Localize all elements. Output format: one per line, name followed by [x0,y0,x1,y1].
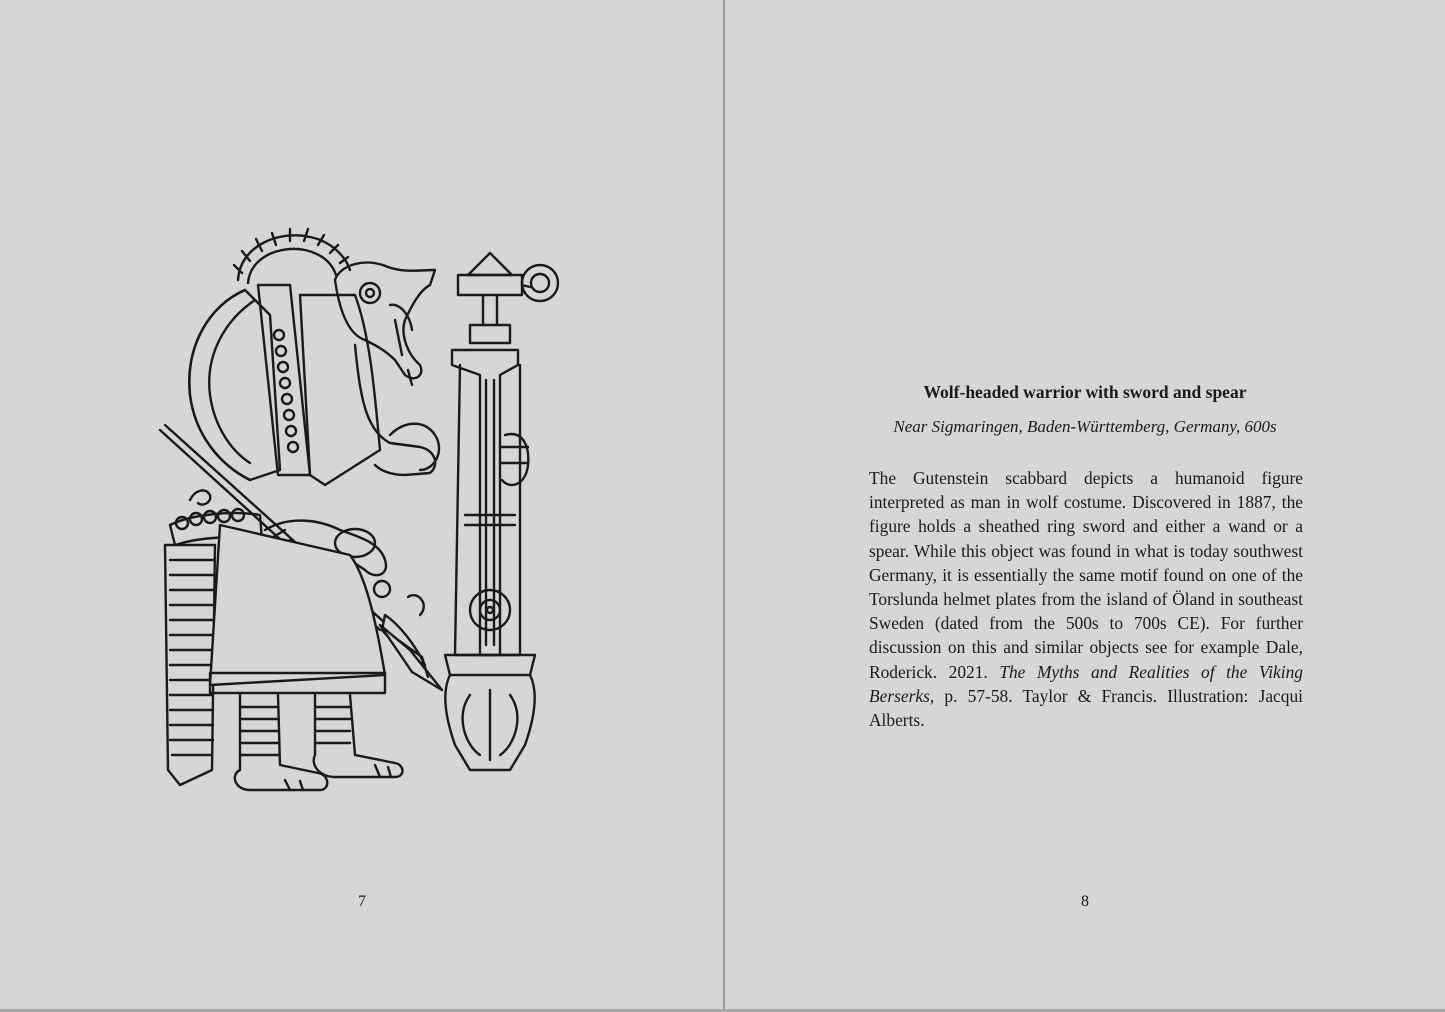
caption-body [869,466,1303,732]
caption-book-title: The Myths and Realities of the Viking Berserks [869,661,1303,706]
caption-text-main: The Gutenstein scabbard depicts a humanoid figure interpreted as man in wolf costume. Discovered in 1887, the figure holds a sheathed ring sword and either a wand or a spear. While this object was found in what is today southwest Germany, it is essentially the same motif found on one of the Torslunda helmet plates from the island of Öland in southeast Sweden (dated from the 500s to 700s CE). For further discussion on this and similar objects see for example Dale, Roderick. 2021. [869,468,1303,682]
caption-title: Wolf-headed warrior with sword and spear [923,382,1247,402]
caption-location: Near Sigmaringen, Baden-Württemberg, Germany, 600s [893,417,1277,436]
wolf-warrior-illustration [150,225,580,795]
right-page-number: 8 [1081,893,1089,910]
caption-text-citation: , p. 57-58. Taylor & Francis. Illustration: Jacqui Alberts. [869,685,1303,731]
left-page-number: 7 [358,893,366,910]
caption-paragraph [869,466,1303,732]
right-page [725,0,1445,1012]
